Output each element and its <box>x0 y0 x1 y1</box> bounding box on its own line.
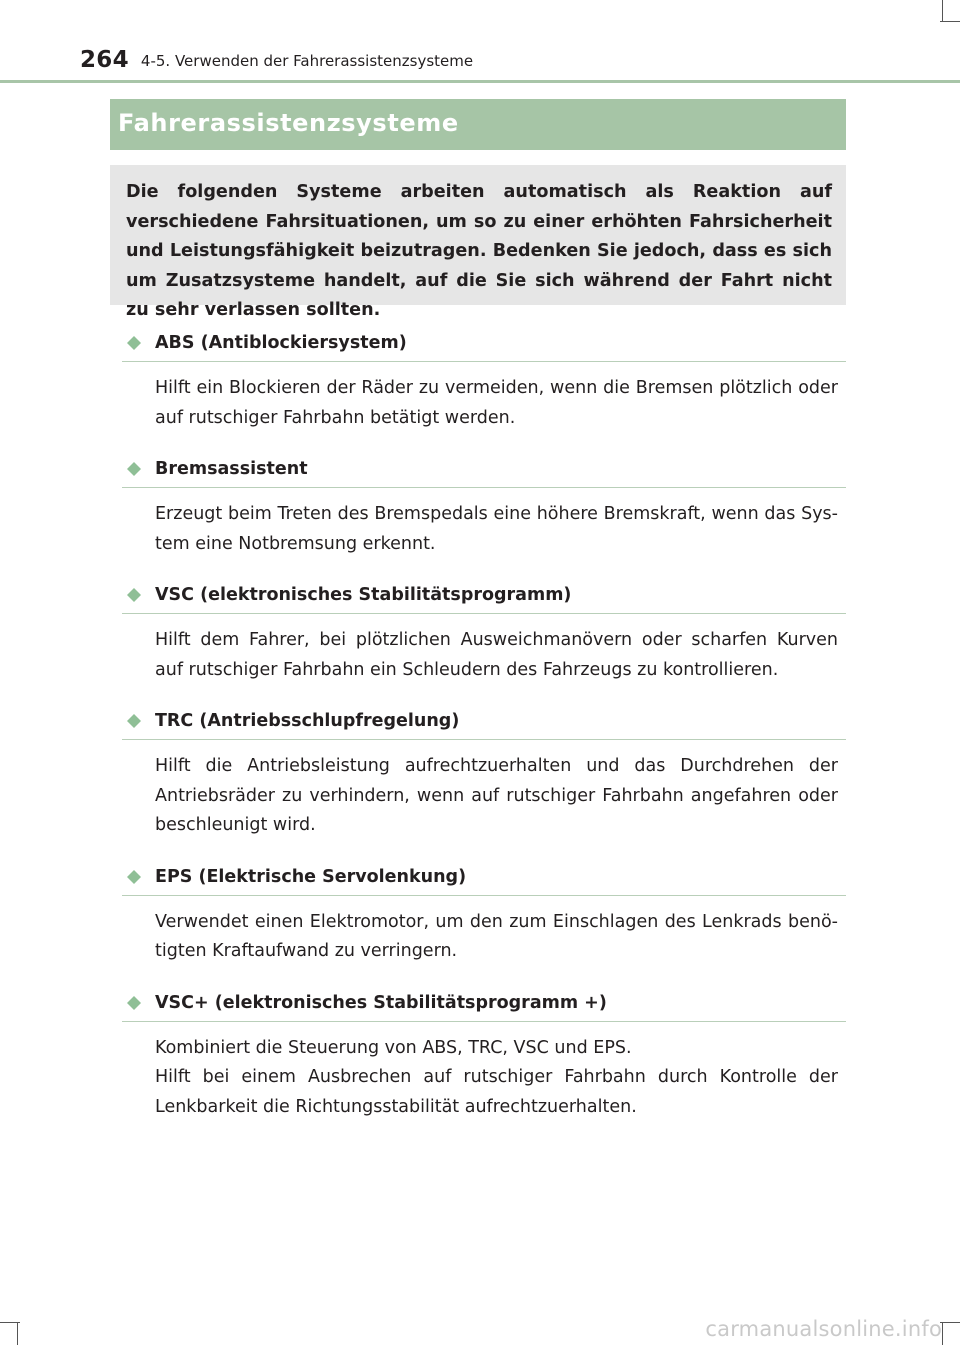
crop-mark <box>17 1323 18 1345</box>
system-description <box>155 626 838 685</box>
system-paragraph: Hilft dem Fahrer, bei plötzlichen Ausweichmanövern oder scharfen Kurven auf rutschiger Fahrbahn ein Schleudern des Fahrzeugs zu kontrollieren. <box>155 630 838 680</box>
system-paragraph: Kombiniert die Steuerung von ABS, TRC, VSC und EPS. <box>155 1037 632 1058</box>
systems-list <box>122 325 846 1140</box>
diamond-bullet-icon <box>127 336 141 350</box>
crop-mark <box>0 1322 20 1323</box>
system-title: ABS (Antiblockiersystem) <box>155 333 407 353</box>
system-paragraph: Hilft die Antriebsleistung aufrechtzuerhalten und das Durchdrehen der Antriebsräder zu verhindern, wenn auf rutschiger Fahrbahn angefahren oder beschleunigt wird. <box>155 756 838 835</box>
system-section <box>122 859 846 967</box>
section-title: Fahrerassistenzsysteme <box>118 109 459 137</box>
system-section <box>122 703 846 841</box>
system-paragraph: Erzeugt beim Treten des Bremspedals eine höhere Bremskraft, wenn das System eine Notbremsung erkennt. <box>155 504 838 554</box>
crop-mark <box>940 21 960 22</box>
crop-mark <box>942 1323 943 1345</box>
system-title: TRC (Antriebsschlupfregelung) <box>155 711 460 731</box>
system-heading <box>122 577 846 614</box>
crop-mark <box>942 0 943 22</box>
page-number: 264 <box>80 47 129 73</box>
system-heading <box>122 859 846 896</box>
system-description <box>155 908 838 967</box>
intro-text: Die folgenden Systeme arbeiten automatisch als Reaktion auf verschiedene Fahrsituationen, um so zu einer erhöhten Fahrsicherheit und Leistungsfähigkeit beizutragen. Bedenken Sie jedoch, dass es sich um Zusatzsysteme handelt, auf die Sie sich während der Fahrt nicht zu sehr verlassen sollten. <box>126 182 832 320</box>
system-description <box>155 1034 838 1123</box>
crop-mark <box>940 1322 960 1323</box>
system-section <box>122 577 846 685</box>
system-description <box>155 752 838 841</box>
header-rule <box>0 80 960 83</box>
diamond-bullet-icon <box>127 870 141 884</box>
system-paragraph: Hilft bei einem Ausbrechen auf rutschiger Fahrbahn durch Kontrolle der Lenkbarkeit die Richtungsstabilität aufrechtzuerhalten. <box>155 1067 838 1117</box>
watermark: carmanualsonline.info <box>705 1317 942 1341</box>
diamond-bullet-icon <box>127 714 141 728</box>
section-banner <box>110 99 846 150</box>
diamond-bullet-icon <box>127 588 141 602</box>
system-heading <box>122 985 846 1022</box>
system-heading <box>122 703 846 740</box>
system-heading <box>122 325 846 362</box>
system-section <box>122 325 846 433</box>
diamond-bullet-icon <box>127 996 141 1010</box>
diamond-bullet-icon <box>127 462 141 476</box>
page-header <box>80 40 473 74</box>
system-title: VSC+ (elektronisches Stabilitätsprogramm +) <box>155 992 607 1013</box>
system-title: EPS (Elektrische Servolenkung) <box>155 866 467 887</box>
intro-box <box>110 165 846 320</box>
system-heading <box>122 451 846 488</box>
system-description <box>155 500 838 559</box>
chapter-title: 4-5. Verwenden der Fahrerassistenzsysteme <box>140 52 474 70</box>
system-paragraph: Hilft ein Blockieren der Räder zu vermeiden, wenn die Bremsen plötzlich oder auf rutschiger Fahrbahn betätigt werden. <box>155 378 838 428</box>
system-section <box>122 985 846 1123</box>
system-title: Bremsassistent <box>155 459 308 479</box>
system-title: VSC (elektronisches Stabilitätsprogramm) <box>155 585 572 605</box>
system-section <box>122 451 846 559</box>
system-paragraph: Verwendet einen Elektromotor, um den zum Einschlagen des Lenkrads benötigten Kraftaufwand zu verringern. <box>155 911 838 961</box>
system-description <box>155 374 838 433</box>
